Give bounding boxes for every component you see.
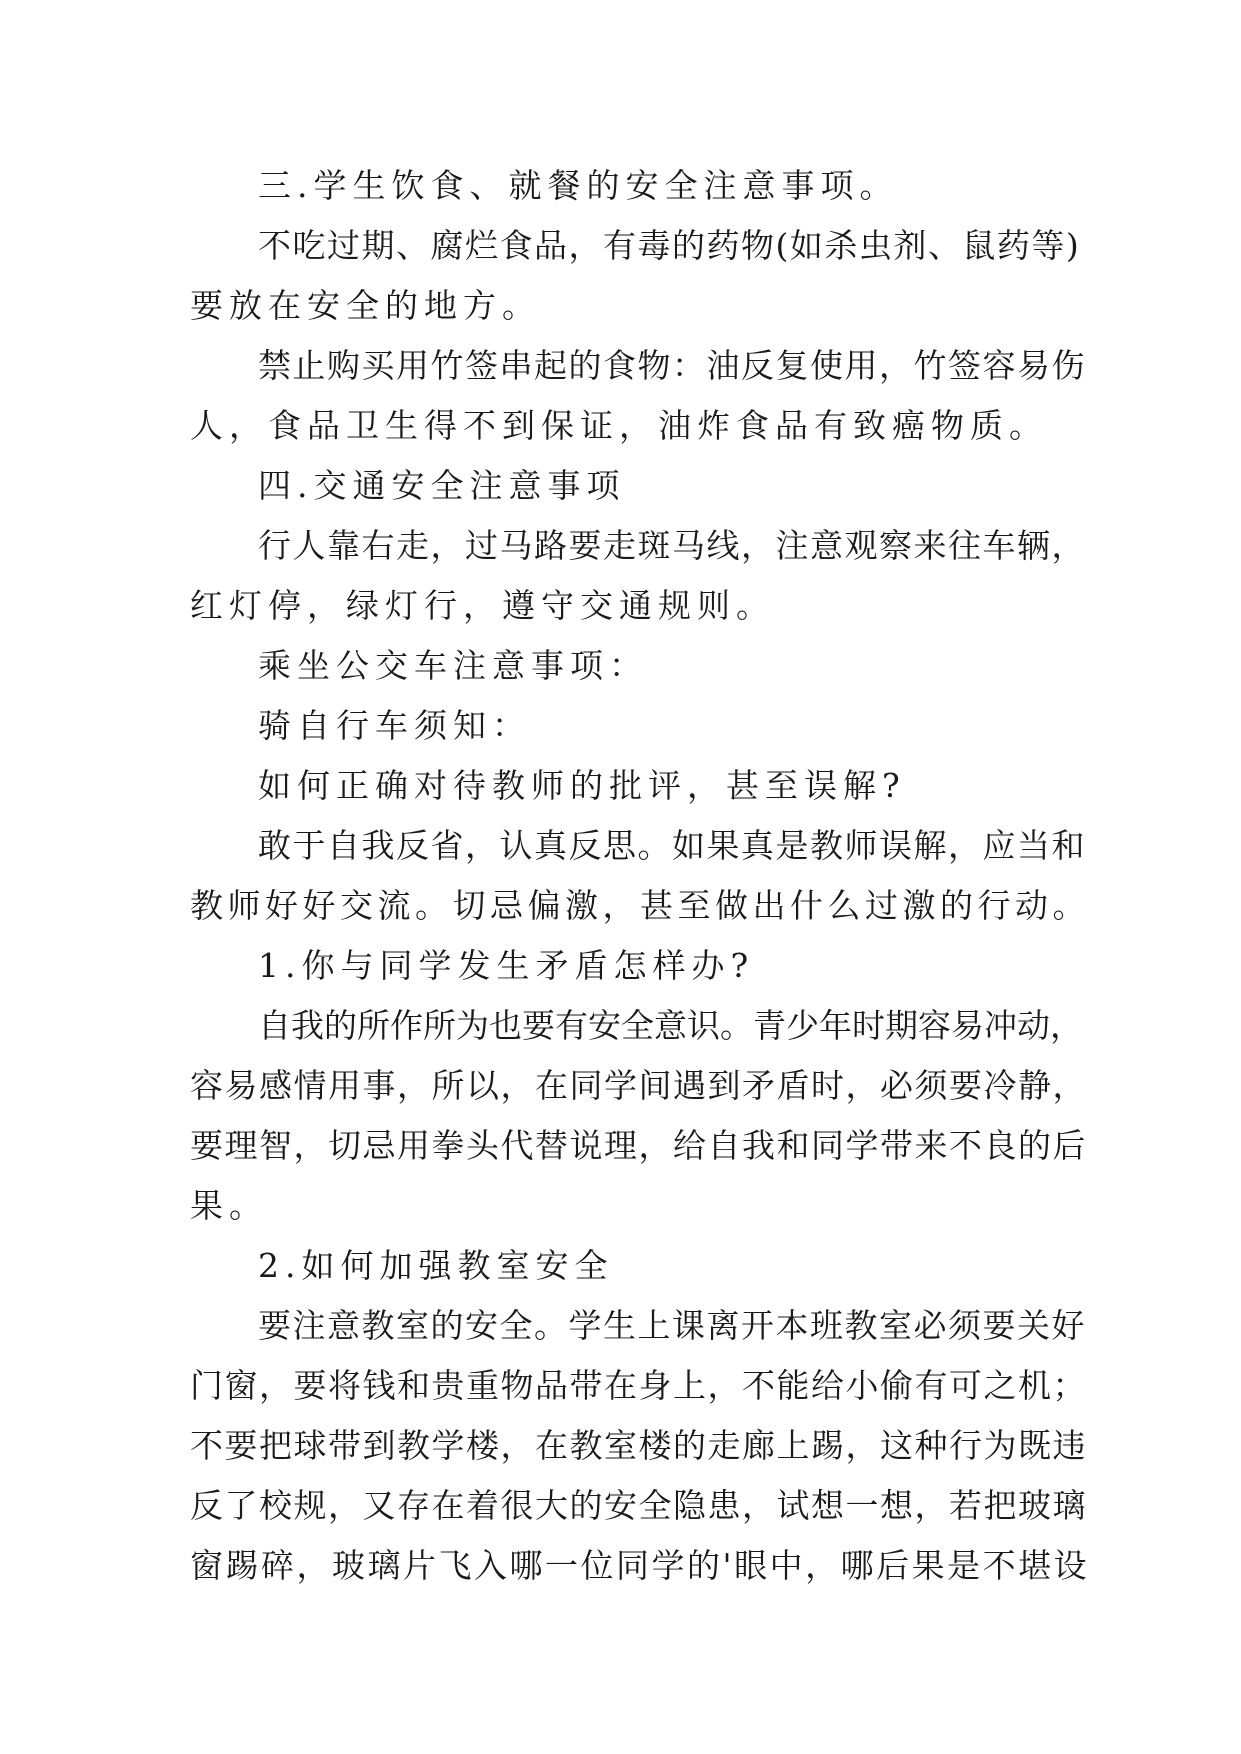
section-heading-diet-safety: 三.学生饮食、就餐的安全注意事项。 [258, 166, 899, 205]
paragraph-line: 不要把球带到教学楼，在教室楼的走廊上踢，这种行为既违 [190, 1426, 1087, 1465]
paragraph-line: 反了校规，又存在着很大的安全隐患，试想一想，若把玻璃 [190, 1486, 1087, 1525]
paragraph-line: 容易感情用事，所以，在同学间遇到矛盾时，必须要冷静， [190, 1066, 1087, 1105]
paragraph-line: 自我的所作所为也要有安全意识。青少年时期容易冲动， [258, 1006, 1083, 1045]
question-heading: 1.你与同学发生矛盾怎样办? [258, 946, 755, 985]
paragraph-line: 乘坐公交车注意事项： [258, 646, 648, 685]
paragraph-line: 窗踢碎，玻璃片飞入哪一位同学的'眼中，哪后果是不堪设 [190, 1546, 1090, 1585]
paragraph-line: 骑自行车须知： [258, 706, 531, 745]
paragraph-line: 要放在安全的地方。 [190, 286, 541, 325]
paragraph-line: 教师好好交流。切忌偏激，甚至做出什么过激的行动。 [190, 886, 1090, 925]
paragraph-line: 人，食品卫生得不到保证，油炸食品有致癌物质。 [190, 406, 1048, 445]
paragraph-line: 门窗，要将钱和贵重物品带在身上，不能给小偷有可之机； [190, 1366, 1087, 1405]
paragraph-line: 红灯停，绿灯行，遵守交通规则。 [190, 586, 775, 625]
section-heading-traffic-safety: 四.交通安全注意事项 [258, 466, 626, 505]
paragraph-line: 不吃过期、腐烂食品，有毒的药物(如杀虫剂、鼠药等) [258, 226, 1081, 265]
paragraph-line: 要注意教室的安全。学生上课离开本班教室必须要关好 [258, 1306, 1086, 1345]
question-heading: 2.如何加强教室安全 [258, 1246, 614, 1285]
paragraph-line: 敢于自我反省，认真反思。如果真是教师误解，应当和 [258, 826, 1086, 865]
paragraph-line: 果。 [190, 1186, 268, 1225]
paragraph-line: 行人靠右走，过马路要走斑马线，注意观察来往车辆， [258, 526, 1086, 565]
question-heading: 如何正确对待教师的批评，甚至误解? [258, 766, 906, 805]
paragraph-line: 要理智，切忌用拳头代替说理，给自我和同学带来不良的后 [190, 1126, 1087, 1165]
paragraph-line: 禁止购买用竹签串起的食物：油反复使用，竹签容易伤 [258, 346, 1086, 385]
